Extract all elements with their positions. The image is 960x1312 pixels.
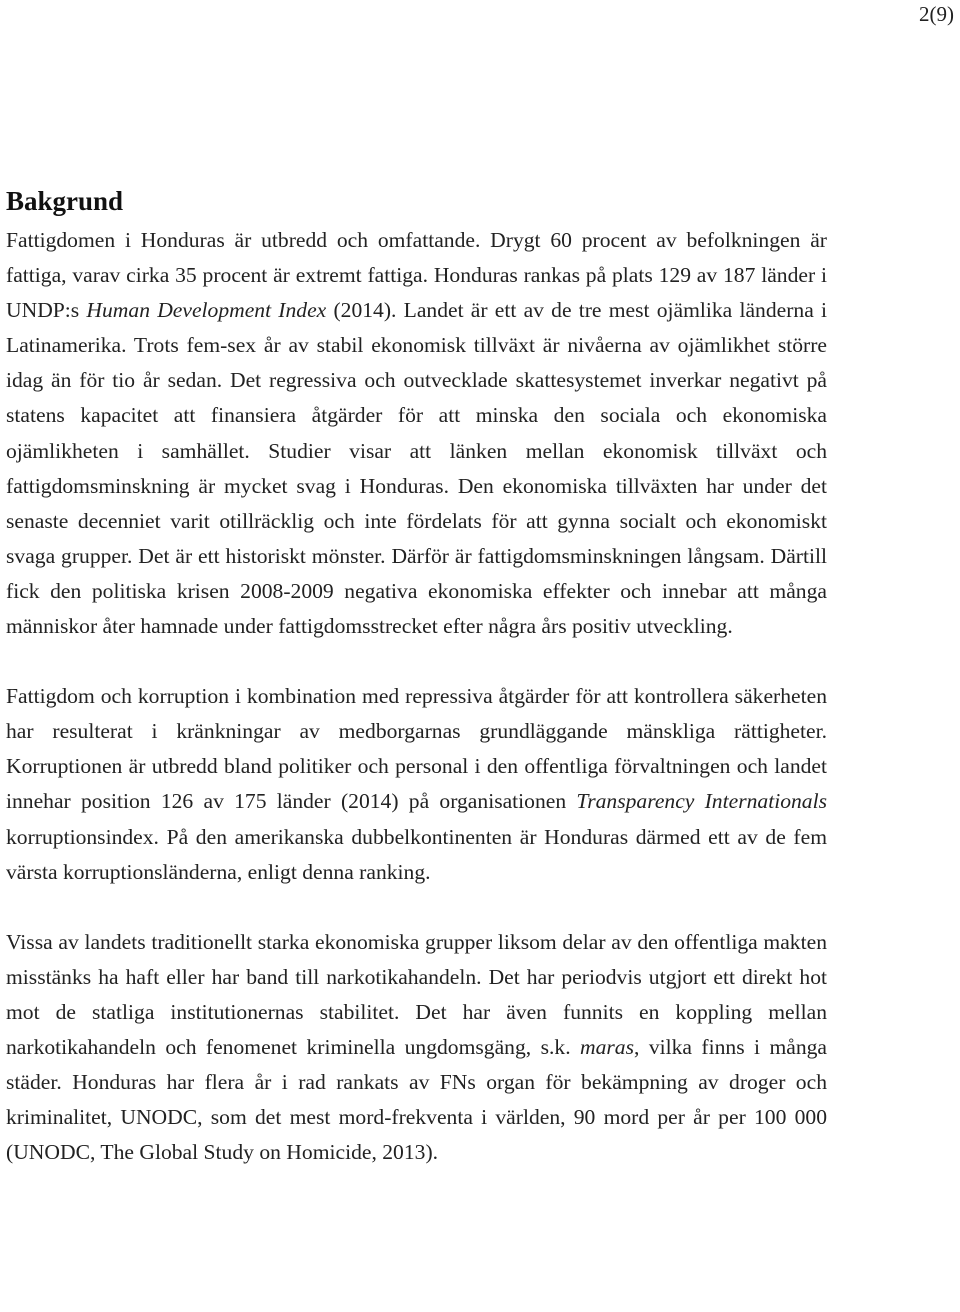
paragraph-text: Vissa av landets traditionellt starka ekonomiska grupper liksom delar av den offentliga makten misstänks ha haft eller har band till narkotikahandeln. Det har periodvis utgjort ett direkt hot mot de statliga institutionernas stabilitet. Det har även funnits en koppling mellan narkotikahandeln och fenomenet kriminella ungdomsgäng, s.k.: [6, 929, 827, 1059]
paragraph-text: , vilka finns i många städer. Honduras har flera år i rad rankats av FNs organ för bekämpning av droger och kriminalitet, UNODC, som det mest mord-frekventa i världen, 90 mord per år per 100 000 (UNODC, The Global Study on Homicide, 2013).: [6, 1034, 827, 1165]
italic-term-maras: maras: [580, 1034, 635, 1059]
paragraph-narcotics: [6, 925, 827, 1171]
document-body: [6, 184, 827, 1170]
section-heading: Bakgrund: [6, 186, 124, 216]
paragraph-text: Fattigdom och korruption i kombination med repressiva åtgärder för att kontrollera säkerheten har resulterat i kränkningar av medborgarnas grundläggande mänskliga rättigheter. Korruptionen är utbredd bland politiker och personal i den offentliga förvaltningen och landet innehar position 126 av 175 länder (2014) på organisationen: [6, 684, 827, 814]
paragraph-poverty: [6, 223, 827, 644]
page-number: 2(9): [919, 2, 954, 26]
italic-term-transparency: Transparency Internationals: [576, 789, 827, 814]
paragraph-text: korruptionsindex. På den amerikanska dubbelkontinenten är Honduras därmed ett av de fem värsta korruptionsländerna, enligt denna ranking.: [6, 824, 827, 884]
paragraph-corruption: [6, 679, 827, 890]
paragraph-text: (2014). Landet är ett av de tre mest ojämlika länderna i Latinamerika. Trots fem-sex år av stabil ekonomisk tillväxt är nivåerna av ojämlikhet större idag än för tio år sedan. Det regressiva och outvecklade skattesystemet inverkar negativt på statens kapacitet att finansiera åtgärder för att minska den sociala och ekonomiska ojämlikheten i samhället. Studier visar att länken mellan ekonomisk tillväxt och fattigdomsminskning är mycket svag i Honduras. Den ekonomiska tillväxten har under det senaste decenniet varit otillräcklig och inte fördelats för att gynna socialt och ekonomiskt svaga grupper. Det är ett historiskt mönster. Därför är fattigdomsminskningen långsam. Därtill fick den politiska krisen 2008-2009 negativa ekonomiska effekter och innebar att många människor åter hamnade under fattigdomsstrecket efter några års positiv utveckling.: [6, 298, 828, 639]
paragraph-text: Fattigdomen i Honduras är utbredd och omfattande. Drygt 60 procent av befolkningen är fattiga, varav cirka 35 procent är extremt fattiga. Honduras rankas på plats 129 av 187 länder i UNDP:s: [6, 228, 827, 323]
italic-term-hdi: Human Development Index: [86, 298, 327, 323]
